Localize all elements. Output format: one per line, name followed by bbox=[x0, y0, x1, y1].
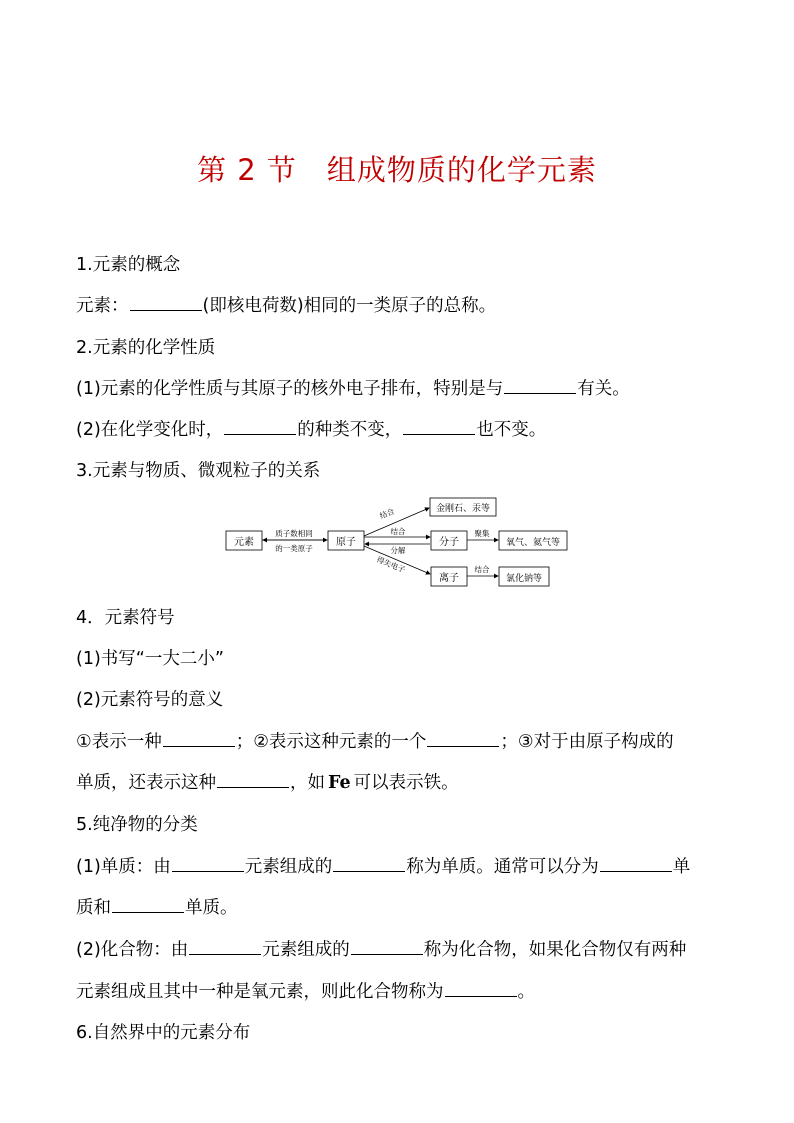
text-fragment: (2)化合物：由 bbox=[76, 940, 189, 960]
page-title: 第 2 节 组成物质的化学元素 bbox=[197, 153, 597, 187]
label-combine-top: 结合 bbox=[378, 506, 396, 521]
label-gases: 氧气、氦气等 bbox=[505, 538, 561, 548]
label-molecule: 分子 bbox=[439, 537, 459, 548]
fill-blank[interactable] bbox=[130, 294, 202, 311]
symbol-fe: Fe bbox=[328, 773, 351, 793]
label-gain-lose: 得失电子 bbox=[375, 554, 407, 575]
text-fragment: 元素组成且其中一种是氧元素，则此化合物称为 bbox=[76, 982, 444, 1002]
section-5-item-1-line-2 bbox=[76, 896, 726, 920]
text-fragment: 元素组成的 bbox=[244, 857, 333, 877]
section-1-definition bbox=[76, 294, 726, 318]
section-4-item-1: (1)书写“一大二小” bbox=[76, 649, 224, 669]
label-element: 元素 bbox=[234, 537, 254, 548]
text-fragment: 称为化合物，如果化合物仅有两种 bbox=[423, 940, 687, 960]
text-fragment: (1)元素的化学性质与其原子的核外电子排布，特别是与 bbox=[76, 379, 504, 399]
section-3-heading: 3.元素与物质、微观粒子的关系 bbox=[76, 461, 321, 481]
text-fragment: 。 bbox=[517, 982, 535, 1002]
text-fragment: 单质。 bbox=[185, 898, 238, 918]
fill-blank[interactable] bbox=[600, 855, 672, 872]
fill-blank[interactable] bbox=[504, 377, 576, 394]
fill-blank[interactable] bbox=[427, 730, 499, 747]
text-fragment: (1)单质：由 bbox=[76, 857, 171, 877]
label-decompose: 分解 bbox=[390, 546, 406, 555]
label-link-top: 质子数相同 bbox=[275, 529, 313, 538]
label-combine-ion: 结合 bbox=[474, 565, 490, 574]
label-ion: 离子 bbox=[439, 573, 459, 584]
text-fragment: ，如 bbox=[290, 773, 325, 793]
text-fragment: 单质，还表示这种 bbox=[76, 773, 216, 793]
fill-blank[interactable] bbox=[333, 855, 405, 872]
fill-blank[interactable] bbox=[351, 938, 423, 955]
fill-blank[interactable] bbox=[445, 980, 517, 997]
text-fragment: ①表示一种 bbox=[76, 732, 162, 752]
text-fragment: 的种类不变， bbox=[297, 420, 403, 440]
text-fragment: (即核电荷数)相同的一类原子的总称。 bbox=[202, 296, 497, 316]
fill-blank[interactable] bbox=[189, 938, 261, 955]
section-5-heading: 5.纯净物的分类 bbox=[76, 815, 198, 835]
label-diamond: 金刚石、汞等 bbox=[435, 504, 491, 514]
section-4-meaning-line-1 bbox=[76, 730, 726, 754]
label-atom: 原子 bbox=[336, 537, 356, 548]
section-5-item-2-line-1 bbox=[76, 938, 726, 962]
fill-blank[interactable] bbox=[224, 418, 296, 435]
section-6-heading: 6.自然界中的元素分布 bbox=[76, 1023, 251, 1043]
text-fragment: 也不变。 bbox=[476, 420, 547, 440]
text-fragment: 质和 bbox=[76, 898, 111, 918]
label-combine-mid: 结合 bbox=[390, 527, 406, 536]
text-fragment: 称为单质。通常可以分为 bbox=[406, 857, 599, 877]
text-fragment: 有关。 bbox=[577, 379, 630, 399]
section-4-heading: 4．元素符号 bbox=[76, 608, 175, 628]
label-gather: 聚集 bbox=[474, 529, 490, 538]
text-fragment: (2)在化学变化时， bbox=[76, 420, 224, 440]
text-fragment: ；②表示这种元素的一个 bbox=[235, 732, 427, 752]
fill-blank[interactable] bbox=[403, 418, 475, 435]
fill-blank[interactable] bbox=[172, 855, 244, 872]
section-5-item-1-line-1 bbox=[76, 855, 726, 879]
label-link-bottom: 的一类原子 bbox=[275, 544, 313, 553]
text-fragment: 元素组成的 bbox=[262, 940, 350, 960]
element-relationship-diagram bbox=[222, 494, 582, 590]
section-5-item-2-line-2 bbox=[76, 980, 726, 1004]
text-fragment: 单 bbox=[672, 857, 691, 877]
section-2-item-2 bbox=[76, 418, 726, 442]
section-1-heading: 1.元素的概念 bbox=[76, 255, 181, 275]
section-2-heading: 2.元素的化学性质 bbox=[76, 338, 216, 358]
fill-blank[interactable] bbox=[217, 771, 289, 788]
text-fragment: ；③对于由原子构成的 bbox=[500, 732, 674, 752]
fill-blank[interactable] bbox=[112, 896, 184, 913]
section-4-meaning-line-2 bbox=[76, 771, 726, 795]
label-salt: 氯化钠等 bbox=[505, 574, 543, 584]
text-fragment: 可以表示铁。 bbox=[353, 773, 459, 793]
section-4-item-2: (2)元素符号的意义 bbox=[76, 690, 224, 710]
section-2-item-1 bbox=[76, 377, 726, 401]
fill-blank[interactable] bbox=[163, 730, 235, 747]
text-fragment: 元素： bbox=[76, 296, 129, 316]
